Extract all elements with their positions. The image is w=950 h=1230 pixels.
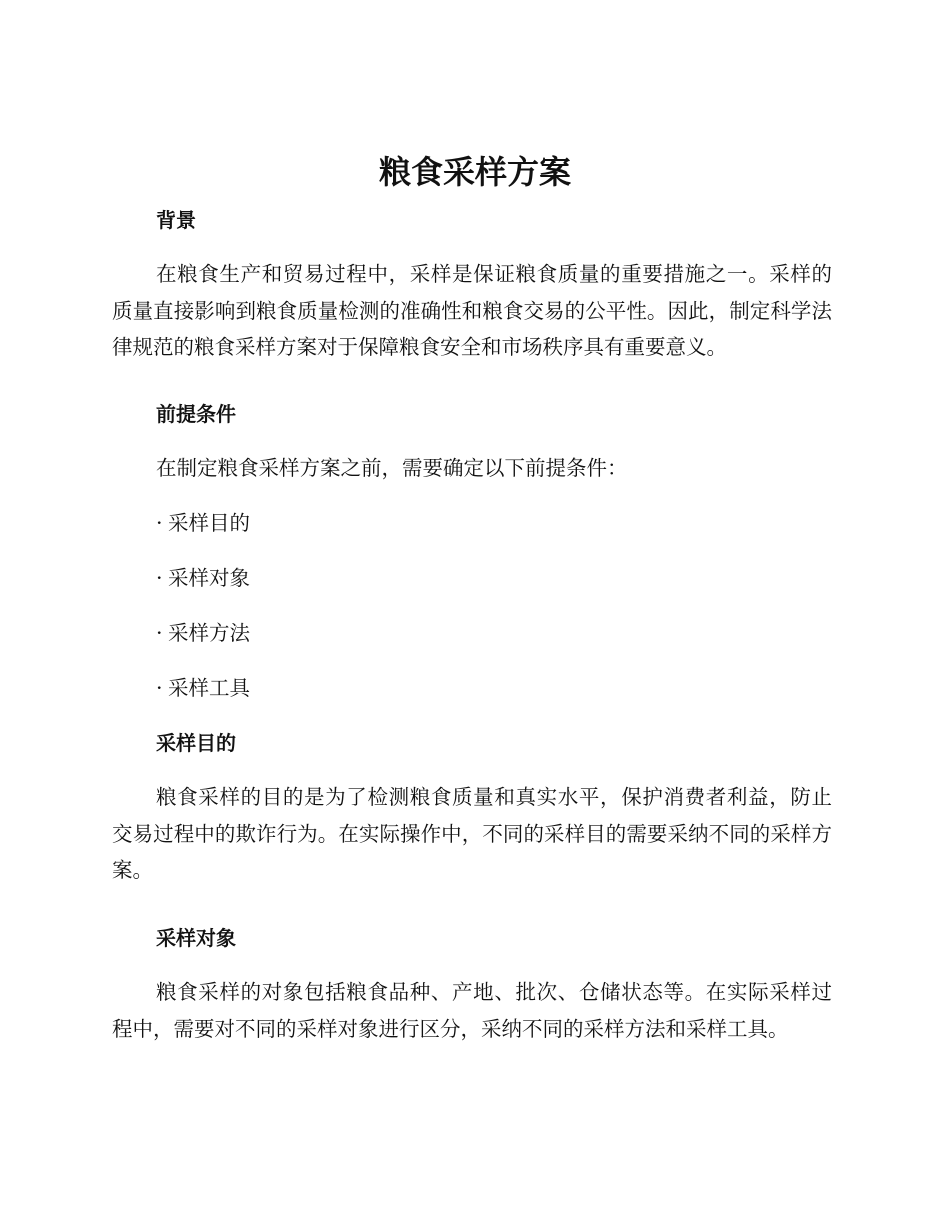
list-item-label: 采样对象 — [168, 566, 250, 590]
document-title: 粮食采样方案 — [378, 153, 571, 191]
list-item-label: 采样工具 — [168, 676, 250, 700]
bullet-icon: · — [156, 676, 163, 700]
section-heading-purpose: 采样目的 — [156, 731, 236, 755]
list-item — [156, 674, 250, 702]
section-heading-background: 背景 — [156, 208, 196, 232]
bullet-icon: · — [156, 566, 163, 590]
background-paragraph: 在粮食生产和贸易过程中，采样是保证粮食质量的重要措施之一。采样的质量直接影响到粮食质量检测的准确性和粮食交易的公平性。因此，制定科学法律规范的粮食采样方案对于保障粮食安全和市场秩序具有重要意义。 — [112, 262, 832, 359]
object-paragraph: 粮食采样的对象包括粮食品种、产地、批次、仓储状态等。在实际采样过程中，需要对不同的采样对象进行区分，采纳不同的采样方法和采样工具。 — [112, 980, 832, 1041]
list-item — [156, 619, 250, 647]
section-heading-object: 采样对象 — [156, 926, 236, 950]
list-item-label: 采样方法 — [168, 621, 250, 645]
purpose-paragraph: 粮食采样的目的是为了检测粮食质量和真实水平，保护消费者利益，防止交易过程中的欺诈行为。在实际操作中，不同的采样目的需要采纳不同的采样方案。 — [112, 785, 832, 882]
bullet-icon: · — [156, 621, 163, 645]
bullet-icon: · — [156, 511, 163, 535]
list-item — [156, 564, 250, 592]
prerequisites-intro: 在制定粮食采样方案之前，需要确定以下前提条件： — [156, 456, 628, 480]
list-item-label: 采样目的 — [168, 511, 250, 535]
section-heading-prerequisites: 前提条件 — [156, 402, 236, 426]
list-item — [156, 509, 250, 537]
